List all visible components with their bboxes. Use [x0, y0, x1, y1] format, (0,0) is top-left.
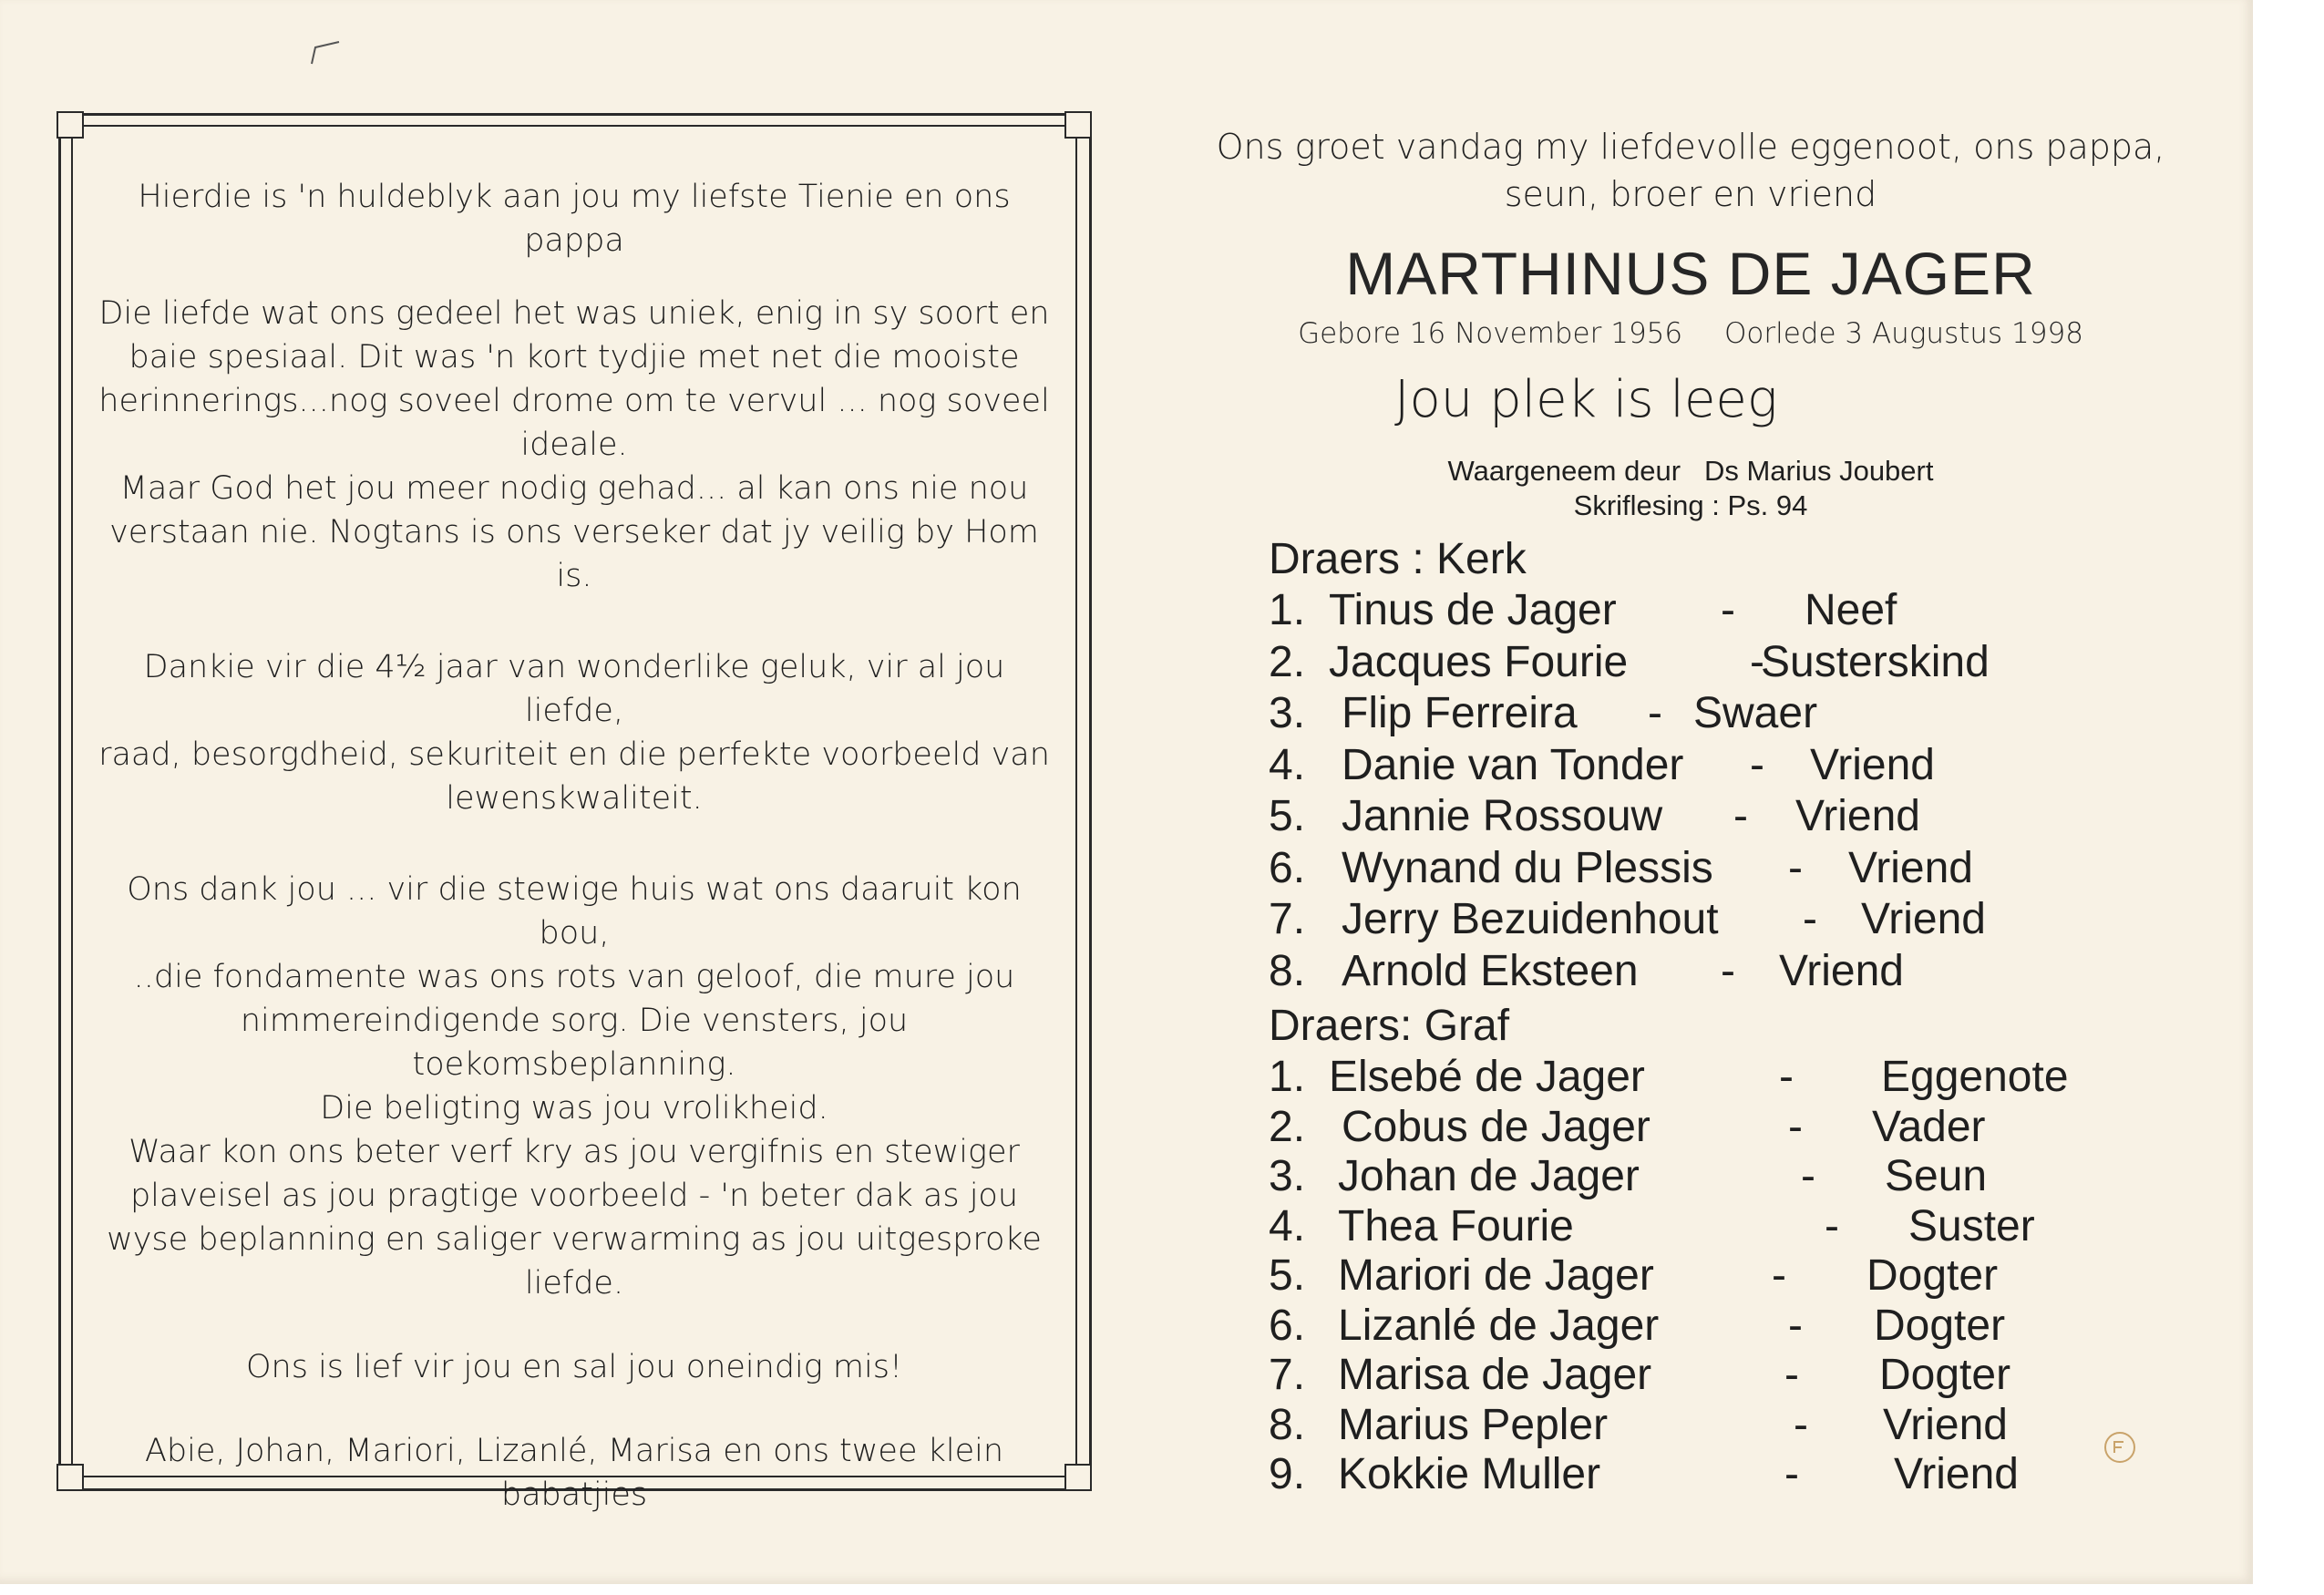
bearer-name: Wynand du Plessis [1342, 843, 1713, 892]
bearer-number: 8. [1269, 1400, 1306, 1449]
bearer-relation: Suster [1908, 1201, 2035, 1250]
bearer-relation: Vriend [1848, 843, 1973, 892]
bearer-name: Tinus de Jager [1329, 586, 1617, 634]
bearer-dash: - [1721, 946, 1735, 995]
bearer-row [1269, 688, 2089, 739]
bearer-dash: - [1801, 1152, 1815, 1200]
bearer-number: 7. [1269, 895, 1306, 943]
bearer-dash: - [1784, 1351, 1799, 1399]
bearer-relation: Swaer [1693, 689, 1818, 737]
bearer-relation: Neef [1805, 586, 1897, 634]
service-details [1176, 454, 2206, 523]
bearer-name: Jannie Rossouw [1342, 792, 1663, 840]
bearer-number: 3. [1269, 1152, 1306, 1200]
bearer-relation: Seun [1885, 1152, 1988, 1200]
stamp-mark [2102, 1429, 2138, 1466]
bearer-relation: Vriend [1894, 1450, 2019, 1498]
bearer-relation: Vader [1872, 1102, 1986, 1151]
bearer-relation: Dogter [1866, 1251, 1999, 1300]
tribute-paragraph-1: Hierdie is 'n huldeblyk aan jou my liefste Tienie en ons pappa [138, 179, 1011, 259]
birth-date: Gebore 16 November 1956 [1298, 317, 1683, 350]
bearer-dash: - [1733, 792, 1748, 840]
bearer-row [1269, 1449, 2089, 1500]
bearer-row [1269, 1350, 2089, 1401]
bearer-number: 5. [1269, 1251, 1306, 1300]
bearer-name: Lizanlé de Jager [1338, 1301, 1660, 1350]
officiant-line: Waargeneem deur Ds Marius Joubert [1447, 455, 1934, 487]
greeting-text: Ons groet vandag my liefdevolle eggenoot, ons pappa, seun, broer en vriend [1216, 127, 2165, 214]
bearer-relation: Vriend [1795, 792, 1920, 840]
bearer-name: Danie van Tonder [1342, 740, 1684, 789]
bearer-number: 5. [1269, 792, 1306, 840]
border-corner-bottom-right [1064, 1464, 1092, 1491]
bearer-number: 4. [1269, 1201, 1306, 1250]
scripture-line: Skriflesing : Ps. 94 [1573, 489, 1808, 521]
tribute-paragraph-3: Dankie vir die 4½ jaar van wonderlike geluk, vir al jou liefde, raad, besorgdheid, sekuriteit en die perfekte voorbeeld van lewenskwaliteit. [98, 649, 1050, 817]
border-corner-top-right [1064, 111, 1092, 139]
tribute-paragraph-4: Ons dank jou ... vir die stewige huis wat ons daaruit kon bou, ..die fondamente was ons rots van geloof, die mure jou nimmereindigende sorg. Die vensters, jou toekomsbeplanning. Die beligting was jou vrolikheid. Waar kon ons beter verf kry as jou vergifnis en stewiger plaveisel as jou pragtige voorbeeld - 'n beter dak as jou wyse beplanning en saliger verwarming as jou uitgesproke liefde. [107, 871, 1042, 1302]
bearer-relation: Dogter [1874, 1301, 2006, 1350]
bearer-name: Marius Pepler [1338, 1400, 1609, 1449]
bearer-dash: - [1788, 1301, 1803, 1350]
bearer-name: Flip Ferreira [1342, 689, 1578, 737]
bearer-number: 3. [1269, 689, 1306, 737]
bearer-name: Jacques Fourie [1329, 637, 1629, 686]
bearer-dash: - [1648, 689, 1662, 737]
bearer-relation: Susterskind [1761, 637, 1990, 686]
pen-mark [308, 40, 341, 66]
bearer-row [1269, 791, 2089, 842]
bearer-name: Elsebé de Jager [1329, 1053, 1645, 1101]
bearer-row [1269, 1301, 2089, 1352]
bearer-number: 6. [1269, 843, 1306, 892]
bearer-name: Johan de Jager [1338, 1152, 1640, 1200]
bearer-dash: - [1788, 1102, 1803, 1151]
border-corner-bottom-left [57, 1464, 84, 1491]
tribute-signature: Abie, Johan, Mariori, Lizanlé, Marisa en ons twee klein babatjies [144, 1433, 1004, 1513]
bearer-row [1269, 1250, 2089, 1302]
bearer-dash: - [1772, 1251, 1786, 1300]
tribute-paragraph-5: Ons is lief vir jou en sal jou oneindig mis! [245, 1349, 902, 1385]
tribute-text [91, 175, 1057, 1517]
bearer-dash: - [1779, 1053, 1794, 1101]
bearer-relation: Vriend [1883, 1400, 2008, 1449]
bearer-name: Marisa de Jager [1338, 1351, 1652, 1399]
bearer-name: Jerry Bezuidenhout [1342, 895, 1719, 943]
bearer-relation: Vriend [1810, 740, 1935, 789]
scan-margin-bottom [0, 1584, 2324, 1595]
bearer-row [1269, 1400, 2089, 1451]
bearer-dash: - [1794, 1400, 1808, 1449]
bearer-row [1269, 740, 2089, 791]
bearer-dash: - [1750, 740, 1764, 789]
bearer-dash: - [1825, 1201, 1839, 1250]
life-dates [1176, 317, 2206, 350]
bearer-number: 9. [1269, 1450, 1306, 1498]
bearer-number: 1. [1269, 586, 1306, 634]
bearer-name: Arnold Eksteen [1342, 946, 1639, 995]
bearer-number: 8. [1269, 946, 1306, 995]
bearer-name: Mariori de Jager [1338, 1251, 1654, 1300]
bearer-row [1269, 894, 2089, 945]
bearer-row [1269, 585, 2089, 636]
bearer-dash: - [1784, 1450, 1799, 1498]
bearer-row [1269, 843, 2089, 894]
bearer-name: Kokkie Muller [1338, 1450, 1601, 1498]
bearer-name: Cobus de Jager [1342, 1102, 1650, 1151]
bearer-row [1269, 637, 2089, 688]
bearer-relation: Vriend [1779, 946, 1904, 995]
death-date: Oorlede 3 Augustus 1998 [1723, 317, 2083, 350]
bearer-dash: - [1721, 586, 1735, 634]
bearer-row [1269, 1052, 2089, 1103]
bearer-number: 4. [1269, 740, 1306, 789]
bearer-row [1269, 1102, 2089, 1153]
tribute-paragraph-2: Die liefde wat ons gedeel het was uniek, enig in sy soort en baie spesiaal. Dit was 'n kort tydjie met net die mooiste herinnerings...nog soveel drome om te vervul ... nog soveel ideale. Maar God het jou meer nodig gehad... al kan ons nie nou verstaan nie. Nogtans is ons verseker dat jy veilig by Hom is. [98, 295, 1050, 594]
bearer-name: Thea Fourie [1338, 1201, 1574, 1250]
bearer-dash: - [1750, 637, 1764, 686]
bearer-number: 6. [1269, 1301, 1306, 1350]
bearer-number: 7. [1269, 1351, 1306, 1399]
bearer-row [1269, 946, 2089, 997]
bearer-relation: Dogter [1879, 1351, 2011, 1399]
bearer-row [1269, 1201, 2089, 1252]
bearer-dash: - [1803, 895, 1817, 943]
bearer-number: 2. [1269, 637, 1306, 686]
bearer-dash: - [1788, 843, 1803, 892]
church-bearers-heading: Draers : Kerk [1269, 535, 1527, 583]
grave-bearers-heading: Draers: Graf [1269, 1002, 1510, 1050]
bearer-relation: Vriend [1861, 895, 1986, 943]
bearer-number: 2. [1269, 1102, 1306, 1151]
bearer-number: 1. [1269, 1053, 1306, 1101]
bearer-relation: Eggenote [1881, 1053, 2069, 1101]
memorial-subtitle: Jou plek is leeg [1394, 370, 1778, 429]
border-corner-top-left [57, 111, 84, 139]
scan-margin-right [2253, 0, 2324, 1595]
deceased-name: MARTHINUS DE JAGER [1345, 240, 2036, 307]
bearer-row [1269, 1151, 2089, 1202]
